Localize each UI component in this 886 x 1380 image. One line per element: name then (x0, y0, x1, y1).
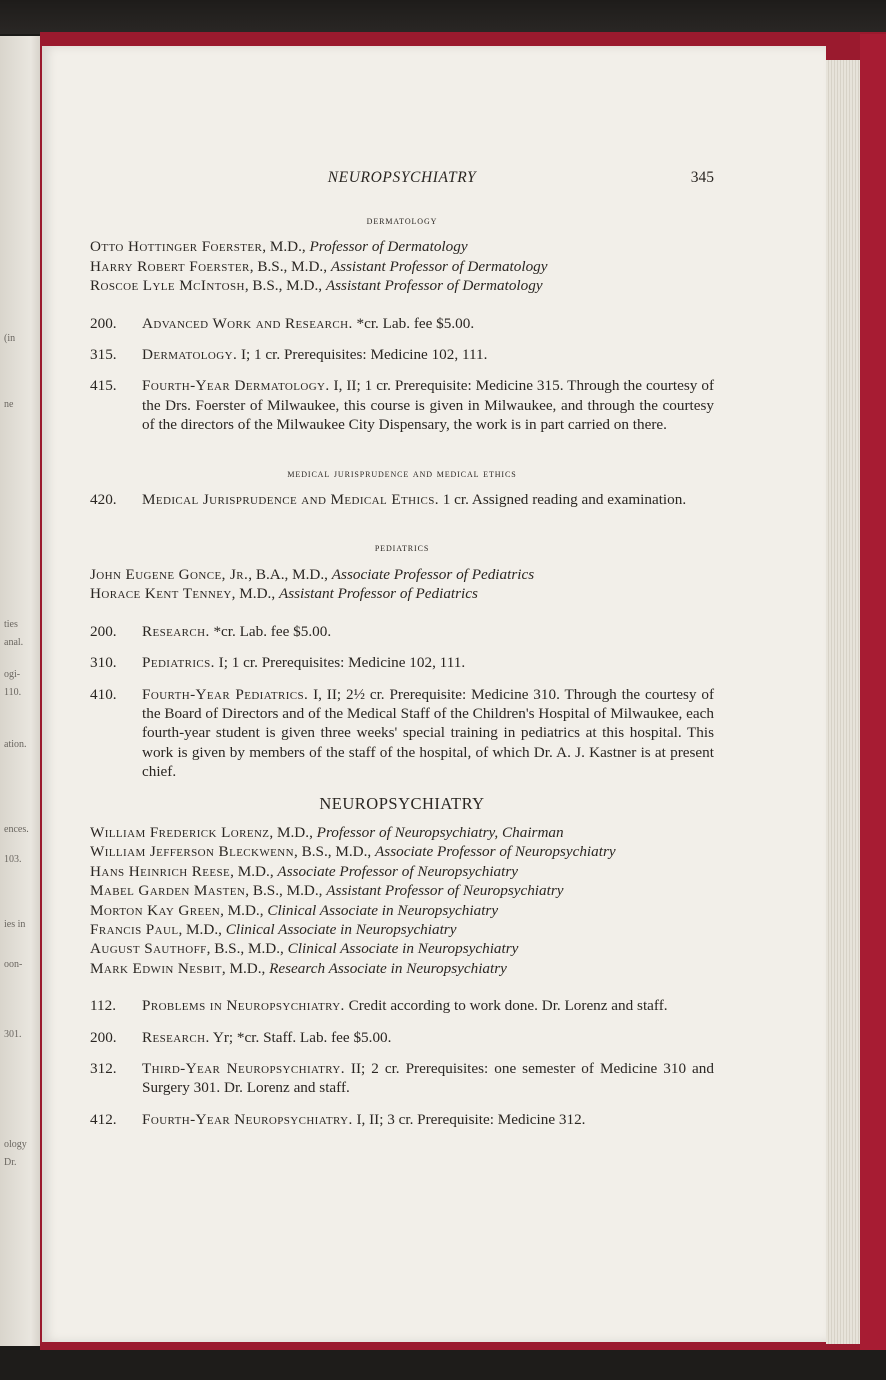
course-description: Advanced Work and Research. *cr. Lab. fee $5.00. (142, 314, 475, 332)
stacked-page-edges (826, 60, 860, 1344)
course-number: 200. (90, 1028, 117, 1046)
course-entry (90, 653, 714, 672)
book-cover-bottom (0, 1350, 886, 1380)
course-description: Dermatology. I; 1 cr. Prerequisites: Medicine 102, 111. (142, 346, 488, 364)
margin-fragment: ies in (4, 919, 26, 930)
faculty-member: Roscoe Lyle McIntosh, B.S., M.D., Assistant Professor of Dermatology (90, 277, 543, 295)
course-number: 200. (90, 314, 117, 332)
margin-fragment: ogi- (4, 669, 21, 680)
course-entry (90, 1028, 714, 1047)
faculty-member: Francis Paul, M.D., Clinical Associate in Neuropsychiatry (90, 920, 457, 938)
margin-fragment: ne (4, 399, 14, 410)
course-description: Fourth-Year Pediatrics. I, II; 2½ cr. Prerequisite: Medicine 310. Through the courtesy of the Board of Directors and of the Medical Staff of the Children's Hospital of Milwaukee, each fourth-year student is given three weeks' special training in pediatrics at this hospital. This work is given by members of the staff of the hospital, of which Dr. A. J. Kastner is at present chief. (142, 685, 714, 781)
course-entry (90, 490, 714, 509)
margin-fragment: 301. (4, 1029, 22, 1040)
course-entry (90, 345, 714, 364)
course-number: 410. (90, 685, 117, 703)
margin-fragment: ences. (4, 824, 29, 835)
faculty-list-pediatrics (90, 565, 714, 604)
section-heading-pediatrics: pediatrics (374, 542, 430, 555)
course-entry (90, 1110, 714, 1129)
course-description: Third-Year Neuropsychiatry. II; 2 cr. Prerequisites: one semester of Medicine 310 and Surgery 301. Dr. Lorenz and staff. (142, 1060, 714, 1097)
course-description: Fourth-Year Neuropsychiatry. I, II; 3 cr. Prerequisite: Medicine 312. (142, 1110, 586, 1128)
margin-fragment: anal. (4, 637, 24, 648)
faculty-member: Morton Kay Green, M.D., Clinical Associate in Neuropsychiatry (90, 901, 499, 919)
margin-fragment: Dr. (4, 1157, 17, 1168)
faculty-member: John Eugene Gonce, Jr., B.A., M.D., Associate Professor of Pediatrics (90, 565, 535, 583)
margin-fragment: ation. (4, 739, 27, 750)
course-description: Fourth-Year Dermatology. I, II; 1 cr. Prerequisite: Medicine 315. Through the courtesy of the Drs. Foerster of Milwaukee, this course is given in Milwaukee, and through the courtesy of the directors of the Milwaukee City Dispensary, the work is in part carried on there. (142, 377, 714, 434)
faculty-member: Harry Robert Foerster, B.S., M.D., Assistant Professor of Dermatology (90, 257, 548, 275)
course-entry (90, 996, 714, 1015)
running-head (90, 168, 714, 194)
faculty-member: Mabel Garden Masten, B.S., M.D., Assistant Professor of Neuropsychiatry (90, 882, 564, 900)
course-description: Research. *cr. Lab. fee $5.00. (142, 622, 332, 640)
section-heading-medical-jurisprudence: medical jurisprudence and medical ethics (287, 467, 517, 480)
course-number: 420. (90, 491, 117, 509)
faculty-list-dermatology (90, 237, 714, 295)
section-heading-dermatology: dermatology (366, 215, 438, 227)
course-number: 310. (90, 654, 117, 672)
course-description: Pediatrics. I; 1 cr. Prerequisites: Medicine 102, 111. (142, 654, 466, 672)
page-number: 345 (690, 169, 714, 186)
margin-fragment: oon- (4, 959, 23, 970)
course-entry (90, 622, 714, 641)
course-description: Problems in Neuropsychiatry. Credit according to work done. Dr. Lorenz and staff. (142, 997, 668, 1015)
binding-edge (860, 34, 886, 1350)
course-number: 200. (90, 622, 117, 640)
course-description: Research. Yr; *cr. Staff. Lab. fee $5.00. (142, 1028, 392, 1046)
course-entry (90, 376, 714, 434)
margin-fragment: ties (4, 619, 18, 630)
course-number: 312. (90, 1060, 117, 1077)
margin-fragment: 110. (4, 687, 22, 698)
course-description: Medical Jurisprudence and Medical Ethics. 1 cr. Assigned reading and examination. (142, 491, 687, 509)
course-entry (90, 685, 714, 782)
faculty-member: Horace Kent Tenney, M.D., Assistant Professor of Pediatrics (90, 585, 478, 603)
margin-fragment: 103. (4, 854, 22, 865)
book-cover-top (0, 0, 886, 34)
course-entry (90, 314, 714, 333)
page-content (90, 168, 714, 1141)
faculty-member: Otto Hottinger Foerster, M.D., Professor of Dermatology (90, 238, 468, 256)
margin-fragment: ology (4, 1139, 27, 1150)
faculty-member: William Jefferson Bleckwenn, B.S., M.D., Associate Professor of Neuropsychiatry (90, 843, 616, 861)
faculty-member: Mark Edwin Nesbit, M.D., Research Associate in Neuropsychiatry (90, 959, 507, 977)
faculty-list-neuropsychiatry (90, 823, 714, 978)
course-number: 412. (90, 1110, 117, 1128)
course-number: 112. (90, 997, 117, 1015)
faculty-member: August Sauthoff, B.S., M.D., Clinical Associate in Neuropsychiatry (90, 940, 519, 958)
section-heading-neuropsychiatry: NEUROPSYCHIATRY (319, 793, 485, 813)
faculty-member: William Frederick Lorenz, M.D., Professor of Neuropsychiatry, Chairman (90, 823, 564, 841)
course-entry (90, 1059, 714, 1098)
faculty-member: Hans Heinrich Reese, M.D., Associate Professor of Neuropsychiatry (90, 862, 519, 880)
left-page-margin-fragments (0, 320, 44, 1220)
course-number: 315. (90, 346, 117, 364)
running-title: NEUROPSYCHIATRY (327, 169, 477, 186)
course-number: 415. (90, 377, 117, 395)
margin-fragment: (in (4, 333, 16, 344)
